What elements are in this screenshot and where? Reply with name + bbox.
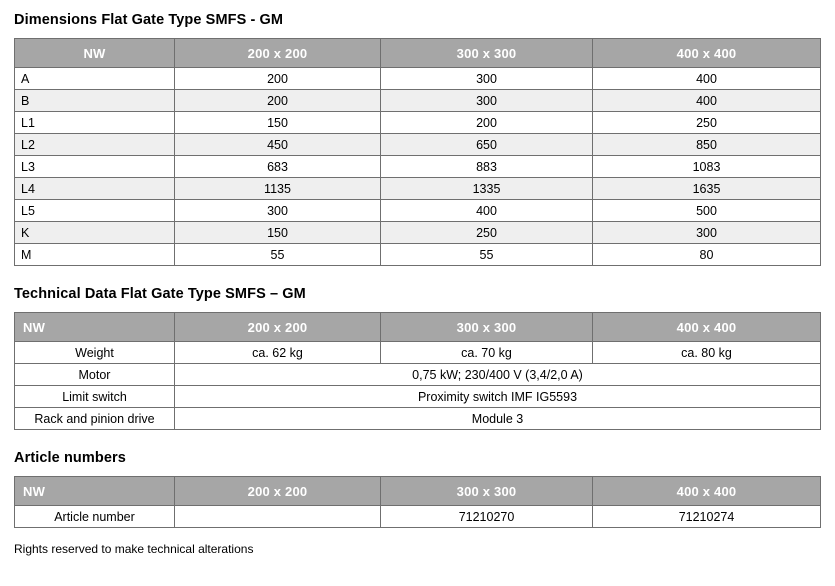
cell: 200	[381, 112, 593, 134]
cell: 500	[593, 200, 821, 222]
cell: 150	[175, 112, 381, 134]
table-row	[15, 342, 821, 364]
column-header-nw: NW	[15, 39, 175, 68]
cell: 71210270	[381, 506, 593, 528]
table-row	[15, 364, 821, 386]
cell: 650	[381, 134, 593, 156]
cell: 400	[593, 90, 821, 112]
table-header-row	[15, 477, 821, 506]
cell: 683	[175, 156, 381, 178]
column-header-300: 300 x 300	[381, 477, 593, 506]
row-label: L4	[15, 178, 175, 200]
row-label: Limit switch	[15, 386, 175, 408]
cell: 883	[381, 156, 593, 178]
table-row	[15, 134, 821, 156]
table-row	[15, 156, 821, 178]
row-label: Weight	[15, 342, 175, 364]
column-header-nw: NW	[15, 313, 175, 342]
cell: ca. 62 kg	[175, 342, 381, 364]
table-row	[15, 200, 821, 222]
column-header-200: 200 x 200	[175, 39, 381, 68]
column-header-nw: NW	[15, 477, 175, 506]
table-row	[15, 386, 821, 408]
cell: 0,75 kW; 230/400 V (3,4/2,0 A)	[175, 364, 821, 386]
row-label: Motor	[15, 364, 175, 386]
cell: 850	[593, 134, 821, 156]
cell: 1335	[381, 178, 593, 200]
cell: 200	[175, 68, 381, 90]
column-header-300: 300 x 300	[381, 39, 593, 68]
dimensions-title: Dimensions Flat Gate Type SMFS - GM	[14, 12, 284, 28]
cell: 1635	[593, 178, 821, 200]
cell: Module 3	[175, 408, 821, 430]
article-numbers-table	[14, 476, 821, 528]
column-header-400: 400 x 400	[593, 313, 821, 342]
row-label: L2	[15, 134, 175, 156]
row-label: B	[15, 90, 175, 112]
cell	[175, 506, 381, 528]
cell: 250	[381, 222, 593, 244]
row-label: K	[15, 222, 175, 244]
row-label: L3	[15, 156, 175, 178]
row-label: L1	[15, 112, 175, 134]
cell: 250	[593, 112, 821, 134]
cell: 71210274	[593, 506, 821, 528]
table-header-row	[15, 313, 821, 342]
cell: 400	[593, 68, 821, 90]
table-row	[15, 244, 821, 266]
table-row	[15, 408, 821, 430]
article-title: Article numbers	[14, 450, 126, 466]
table-row	[15, 506, 821, 528]
table-row	[15, 178, 821, 200]
technical-title: Technical Data Flat Gate Type SMFS – GM	[14, 286, 306, 302]
cell: 55	[175, 244, 381, 266]
row-label: A	[15, 68, 175, 90]
cell: Proximity switch IMF IG5593	[175, 386, 821, 408]
row-label: Rack and pinion drive	[15, 408, 175, 430]
cell: 300	[175, 200, 381, 222]
cell: 55	[381, 244, 593, 266]
cell: 1135	[175, 178, 381, 200]
cell: 80	[593, 244, 821, 266]
footnote: Rights reserved to make technical alterations	[14, 542, 254, 556]
column-header-200: 200 x 200	[175, 313, 381, 342]
technical-data-table	[14, 312, 821, 430]
table-row	[15, 68, 821, 90]
dimensions-table	[14, 38, 821, 266]
column-header-300: 300 x 300	[381, 313, 593, 342]
column-header-200: 200 x 200	[175, 477, 381, 506]
table-row	[15, 90, 821, 112]
row-label: Article number	[15, 506, 175, 528]
cell: 300	[593, 222, 821, 244]
cell: 150	[175, 222, 381, 244]
cell: 450	[175, 134, 381, 156]
cell: 300	[381, 68, 593, 90]
row-label: M	[15, 244, 175, 266]
column-header-400: 400 x 400	[593, 39, 821, 68]
table-row	[15, 222, 821, 244]
cell: ca. 80 kg	[593, 342, 821, 364]
cell: 400	[381, 200, 593, 222]
cell: 200	[175, 90, 381, 112]
column-header-400: 400 x 400	[593, 477, 821, 506]
table-row	[15, 112, 821, 134]
table-header-row	[15, 39, 821, 68]
row-label: L5	[15, 200, 175, 222]
cell: 300	[381, 90, 593, 112]
cell: ca. 70 kg	[381, 342, 593, 364]
cell: 1083	[593, 156, 821, 178]
